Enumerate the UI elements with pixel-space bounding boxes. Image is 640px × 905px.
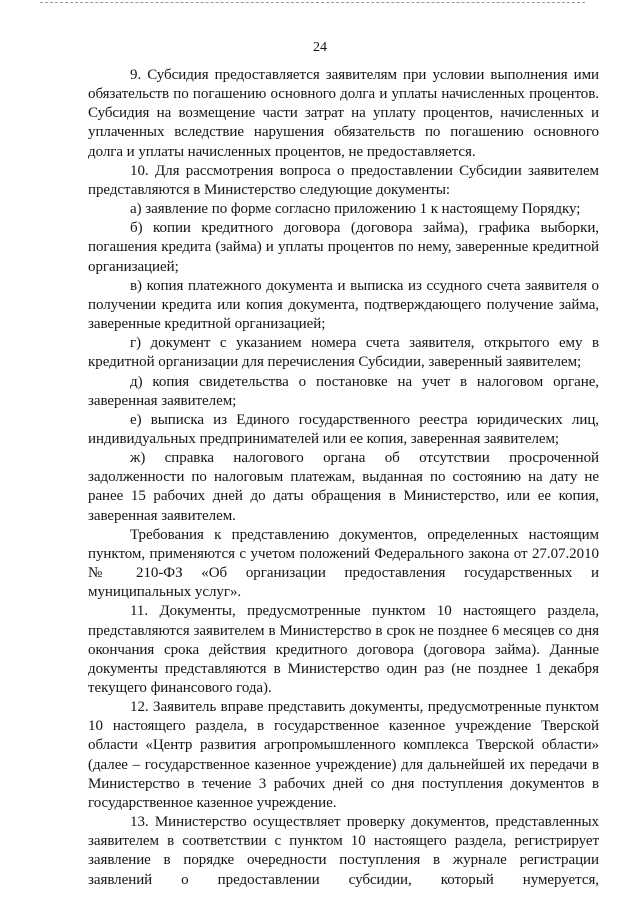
paragraph-item-13: 13. Министерство осуществляет проверку документов, представленных заявителем в соответствии с пунктом 10 настоящего раздела, регистрирует заявление в порядке очередности поступления в журнале регистрации заявлений о предоставлении субсидии, который нумеруется, (88, 814, 599, 888)
requirements-paragraph: Требования к представлению документов, определенных настоящим пунктом, применяются с учетом положений Федерального закона от 27.07.2010 № 210-ФЗ «Об организации предоставления государственных и муниципальных услуг». (88, 526, 599, 601)
list-item-g: г) документ с указанием номера счета заявителя, открытого ему в кредитной организации для перечисления Субсидии, заверенный заявителем; (88, 335, 599, 371)
list-item-e: е) выписка из Единого государственного реестра юридических лиц, индивидуальных предпринимателей или ее копия, заверенная заявителем; (88, 411, 599, 447)
paragraph-item-11: 11. Документы, предусмотренные пунктом 10 настоящего раздела, представляются заявителем в Министерство в срок не позднее 6 месяцев со дня окончания срока действия кредитного договора (договора займа). Данные документы представляются в Министерство один раз (не позднее 1 декабря текущего финансового года). (88, 603, 599, 696)
paragraph-item-10: 10. Для рассмотрения вопроса о предоставлении Субсидии заявителем представляются в Министерство следующие документы: (88, 162, 599, 198)
page-top-edge (40, 2, 585, 3)
list-item-b: б) копии кредитного договора (договора займа), графика выборки, погашения кредита (займа) и уплаты процентов по нему, заверенные кредитной организацией; (88, 220, 599, 275)
list-item-v: в) копия платежного документа и выписка из ссудного счета заявителя о получении кредита или копия документа, подтверждающего получение займа, заверенные кредитной организацией; (88, 277, 599, 333)
list-item-d: д) копия свидетельства о постановке на учет в налоговом органе, заверенная заявителем; (88, 373, 599, 409)
page-number: 24 (313, 40, 327, 55)
list-item-zh: ж) справка налогового органа об отсутствии просроченной задолженности по налоговым платежам, выданная по состоянию на дату не ранее 15 рабочих дней до даты обращения в Министерство, или ее копия, заверенная заявителем. (88, 450, 599, 524)
paragraph-item-12: 12. Заявитель вправе представить документы, предусмотренные пунктом 10 настоящего раздела, в государственное казенное учреждение Тверской области «Центр развития агропромышленного комплекса Тверской области» (далее – государственное казенное учреждение) для дальнейшей их передачи в Министерство в течение 3 рабочих дней со дня поступления документов в государственное казенное учреждение. (88, 699, 599, 811)
document-body (88, 66, 599, 890)
paragraph-item-9: 9. Субсидия предоставляется заявителям при условии выполнения ими обязательств по погашению основного долга и уплаты начисленных процентов. Субсидия на возмещение части затрат на уплату процентов, начисленных и уплаченных вследствие нарушения обязательств по погашению основного долга и уплаты начисленных процентов, не предоставляется. (88, 67, 599, 160)
list-item-a: а) заявление по форме согласно приложению 1 к настоящему Порядку; (130, 201, 581, 218)
